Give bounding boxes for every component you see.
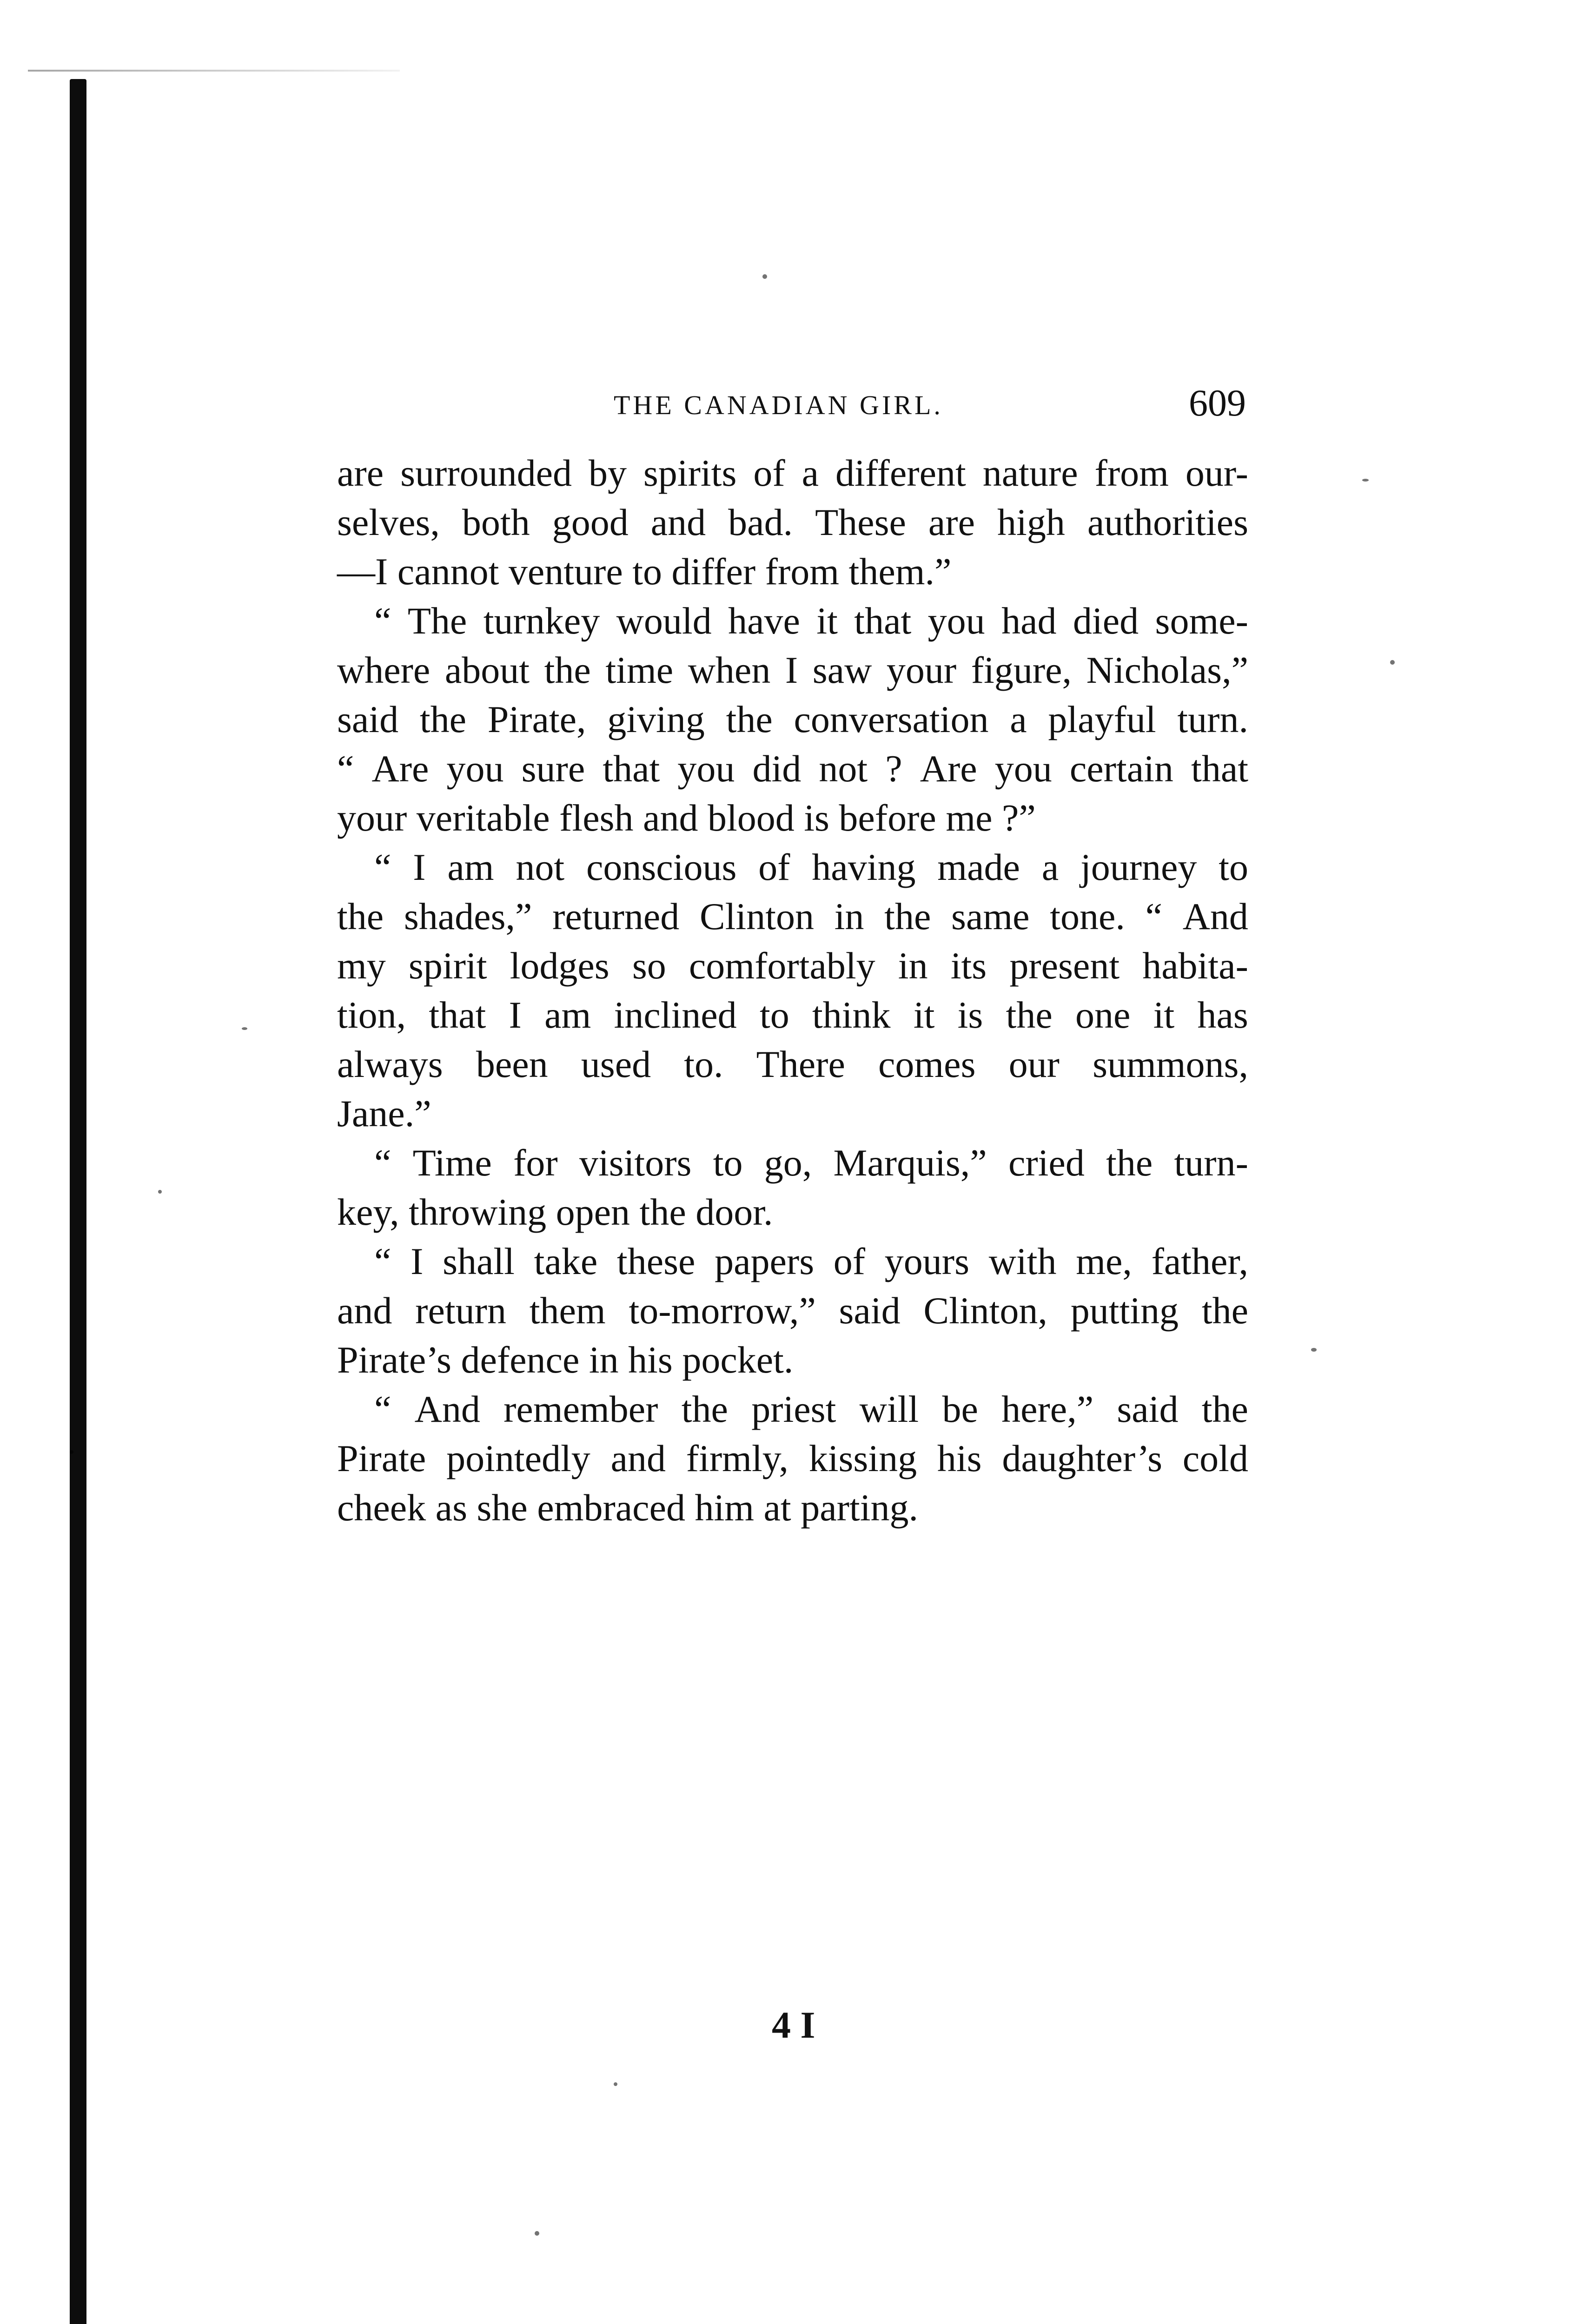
text-line: cheek as she embraced him at parting. bbox=[337, 1486, 918, 1529]
text-line: said the Pirate, giving the conversation a playful turn. bbox=[337, 698, 1248, 740]
scan-speck bbox=[242, 1027, 247, 1030]
text-line: where about the time when I saw your figure, Nicholas,” bbox=[337, 649, 1248, 691]
scan-speck bbox=[158, 1190, 162, 1194]
text-line: Pirate’s defence in his pocket. bbox=[337, 1339, 794, 1381]
text-line: selves, both good and bad. These are high authorities bbox=[337, 501, 1248, 543]
text-line: Pirate pointedly and firmly, kissing his daughter’s cold bbox=[337, 1437, 1248, 1479]
body-text bbox=[337, 449, 1248, 1532]
text-line: —I cannot venture to differ from them.” bbox=[337, 550, 952, 593]
text-line: key, throwing open the door. bbox=[337, 1191, 773, 1233]
text-line: “ Are you sure that you did not ? Are you certain that bbox=[337, 747, 1248, 790]
text-line: “ I shall take these papers of yours with me, father, bbox=[374, 1240, 1248, 1282]
scan-smudge bbox=[28, 70, 400, 72]
text-line: “ Time for visitors to go, Marquis,” cried the turn- bbox=[374, 1142, 1248, 1184]
text-line: always been used to. There comes our summons, bbox=[337, 1043, 1248, 1085]
page-number: 609 bbox=[1189, 382, 1246, 424]
scan-speck bbox=[1390, 660, 1395, 665]
scan-speck bbox=[614, 2082, 617, 2086]
page-header bbox=[335, 381, 1246, 428]
running-head: THE CANADIAN GIRL. bbox=[614, 390, 943, 420]
text-line: “ The turnkey would have it that you had died some- bbox=[374, 600, 1248, 642]
text-line: “ And remember the priest will be here,” said the bbox=[374, 1388, 1248, 1430]
text-line: my spirit lodges so comfortably in its present habita- bbox=[337, 944, 1248, 987]
text-line: tion, that I am inclined to think it is the one it has bbox=[337, 994, 1248, 1036]
scan-speck bbox=[1362, 479, 1369, 482]
text-line: are surrounded by spirits of a different nature from our- bbox=[337, 452, 1248, 494]
scan-speck bbox=[762, 274, 767, 279]
scan-speck bbox=[70, 1450, 73, 1454]
page-binding-edge bbox=[70, 79, 86, 2324]
text-line: the shades,” returned Clinton in the same tone. “ And bbox=[337, 895, 1248, 938]
scan-speck bbox=[1311, 1348, 1317, 1352]
text-line: and return them to-morrow,” said Clinton, putting the bbox=[337, 1289, 1248, 1332]
scan-speck bbox=[535, 2231, 539, 2236]
text-line: Jane.” bbox=[337, 1092, 431, 1135]
signature-mark: 4 I bbox=[772, 2004, 815, 2046]
text-line: your veritable flesh and blood is before me ?” bbox=[337, 797, 1036, 839]
text-line: “ I am not conscious of having made a journey to bbox=[374, 846, 1248, 888]
